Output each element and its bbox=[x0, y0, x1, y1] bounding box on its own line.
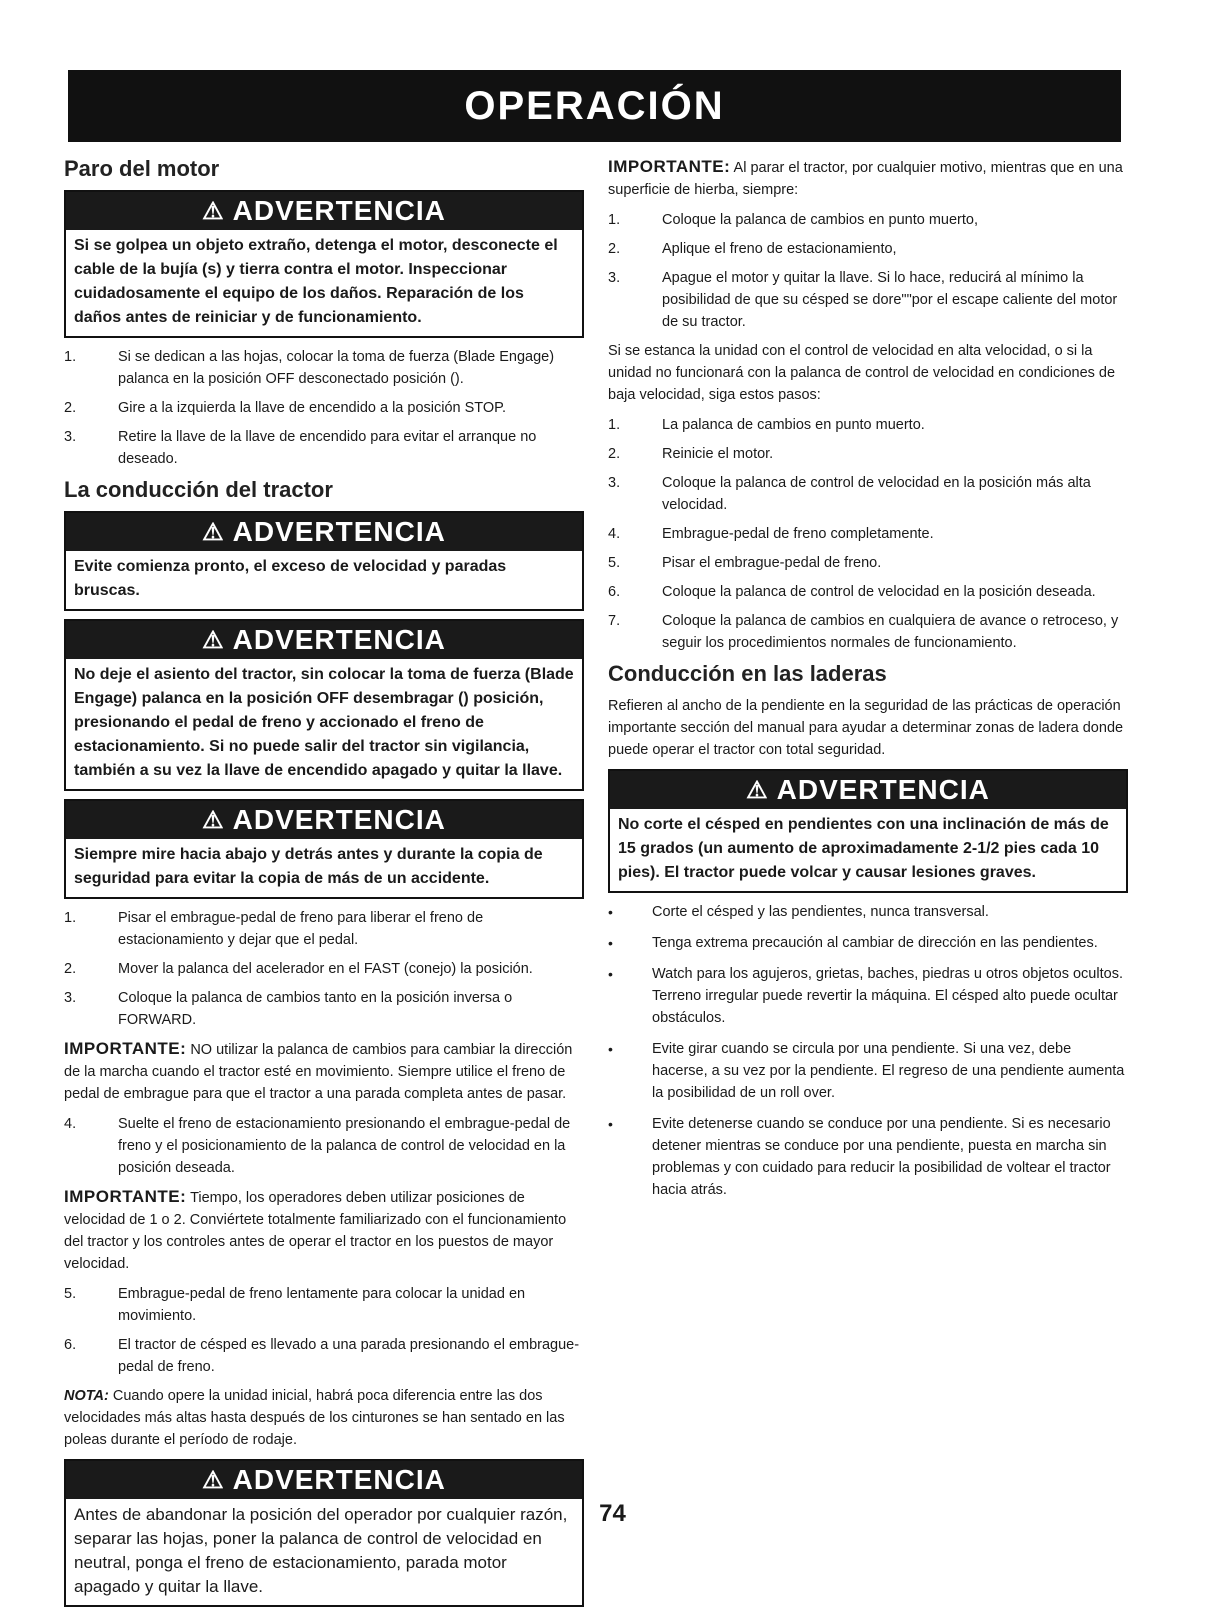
warning-title: ADVERTENCIA bbox=[232, 516, 446, 547]
warning-triangle-icon: ⚠ bbox=[746, 776, 769, 804]
list-item bbox=[64, 346, 584, 390]
step-text: Gire a la izquierda la llave de encendido a la posición STOP. bbox=[118, 400, 506, 416]
step-number: 7. bbox=[608, 613, 621, 629]
warning-text: Evite comienza pronto, el exceso de velocidad y paradas bruscas. bbox=[74, 558, 507, 599]
warning-title: ADVERTENCIA bbox=[776, 774, 990, 805]
step-number: 4. bbox=[64, 1116, 77, 1132]
stop-steps bbox=[608, 209, 1128, 333]
stall-steps bbox=[608, 414, 1128, 654]
warning-triangle-icon: ⚠ bbox=[202, 518, 225, 546]
step-text: Mover la palanca del acelerador en el FAST (conejo) la posición. bbox=[118, 961, 533, 977]
list-item bbox=[64, 958, 584, 980]
heading-laderas: Conducción en las laderas bbox=[608, 661, 887, 686]
step-text: Pisar el embrague-pedal de freno. bbox=[662, 555, 882, 571]
list-item bbox=[608, 1113, 1128, 1201]
bullet-text: Tenga extrema precaución al cambiar de dirección en las pendientes. bbox=[652, 935, 1098, 951]
list-item bbox=[608, 443, 1128, 465]
list-item bbox=[608, 267, 1128, 333]
warning-title: ADVERTENCIA bbox=[232, 804, 446, 835]
left-column bbox=[64, 152, 584, 1615]
warning-box bbox=[64, 799, 584, 899]
warning-header bbox=[66, 192, 582, 230]
bullet-icon: • bbox=[608, 935, 613, 951]
step-number: 1. bbox=[64, 349, 77, 365]
important-note bbox=[64, 1186, 584, 1275]
list-item bbox=[608, 472, 1128, 516]
slope-bullets bbox=[608, 901, 1128, 1201]
warning-triangle-icon: ⚠ bbox=[202, 1466, 225, 1494]
list-item bbox=[608, 209, 1128, 231]
list-item bbox=[64, 1283, 584, 1327]
step-text: Retire la llave de la llave de encendido para evitar el arranque no deseado. bbox=[118, 429, 537, 467]
bullet-icon: • bbox=[608, 1116, 613, 1132]
step-text: Suelte el freno de estacionamiento presionando el embrague-pedal de freno y el posicionamiento de la palanca de control de velocidad en la posición deseada. bbox=[118, 1116, 571, 1176]
step-number: 3. bbox=[608, 475, 621, 491]
warning-triangle-icon: ⚠ bbox=[202, 626, 225, 654]
step-text: Coloque la palanca de cambios en punto muerto, bbox=[662, 212, 978, 228]
section-banner bbox=[68, 70, 1121, 142]
step-text: Coloque la palanca de control de velocidad en la posición deseada. bbox=[662, 584, 1096, 600]
step-text: Coloque la palanca de cambios en cualquiera de avance o retroceso, y seguir los procedimientos normales de funcionamiento. bbox=[662, 613, 1119, 651]
warning-triangle-icon: ⚠ bbox=[202, 197, 225, 225]
warning-triangle-icon: ⚠ bbox=[202, 806, 225, 834]
important-text: NO utilizar la palanca de cambios para cambiar la dirección de la marcha cuando el tractor esté en movimiento. Siempre utilice el freno de pedal de embrague para que el tractor a una parada completa antes de pasar. bbox=[64, 1042, 573, 1102]
list-item bbox=[64, 397, 584, 419]
warning-title: ADVERTENCIA bbox=[232, 195, 446, 226]
warning-text: Antes de abandonar la posición del operador por cualquier razón, separar las hojas, poner la palanca de control de velocidad en neutral, ponga el freno de estacionamiento, parada motor apagado y quitar la llave. bbox=[74, 1505, 568, 1596]
warning-header bbox=[66, 513, 582, 551]
step-number: 5. bbox=[608, 555, 621, 571]
step-number: 6. bbox=[64, 1337, 77, 1353]
bullet-text: Corte el césped y las pendientes, nunca transversal. bbox=[652, 904, 989, 920]
list-item bbox=[608, 414, 1128, 436]
warning-text: Si se golpea un objeto extraño, detenga el motor, desconecte el cable de la bujía (s) y tierra contra el motor. Inspeccionar cuidadosamente el equipo de los daños. Reparación de los daños antes de reiniciar y de funcionamiento. bbox=[74, 237, 558, 326]
step-number: 1. bbox=[64, 910, 77, 926]
step-number: 2. bbox=[64, 961, 77, 977]
heading-conduccion: La conducción del tractor bbox=[64, 477, 333, 502]
list-item bbox=[608, 610, 1128, 654]
list-item bbox=[608, 238, 1128, 260]
list-item bbox=[608, 581, 1128, 603]
step-number: 1. bbox=[608, 417, 621, 433]
important-text: Al parar el tractor, por cualquier motivo, mientras que en una superficie de hierba, siempre: bbox=[608, 160, 1123, 198]
list-item bbox=[64, 426, 584, 470]
paragraph: Si se estanca la unidad con el control de velocidad en alta velocidad, o si la unidad no funcionará con la palanca de control de velocidad en condiciones de baja velocidad, siga estos pasos: bbox=[608, 343, 1116, 403]
warning-header bbox=[66, 801, 582, 839]
warning-title: ADVERTENCIA bbox=[232, 624, 446, 655]
list-item bbox=[608, 901, 1128, 923]
step-number: 2. bbox=[608, 241, 621, 257]
list-item bbox=[608, 1038, 1128, 1104]
warning-box bbox=[64, 619, 584, 791]
step-text: Coloque la palanca de cambios tanto en la posición inversa o FORWARD. bbox=[118, 990, 513, 1028]
bullet-icon: • bbox=[608, 904, 613, 920]
important-label: IMPORTANTE: bbox=[64, 1187, 187, 1206]
conduccion-steps bbox=[64, 907, 584, 1031]
warning-header bbox=[610, 771, 1126, 809]
bullet-icon: • bbox=[608, 966, 613, 982]
warning-text: Siempre mire hacia abajo y detrás antes y durante la copia de seguridad para evitar la copia de más de un accidente. bbox=[74, 846, 543, 887]
step-number: 3. bbox=[608, 270, 621, 286]
section-title: OPERACIÓN bbox=[464, 83, 725, 128]
bullet-icon: • bbox=[608, 1041, 613, 1057]
step-number: 4. bbox=[608, 526, 621, 542]
step-number: 2. bbox=[608, 446, 621, 462]
important-label: IMPORTANTE: bbox=[608, 157, 731, 176]
page-number: 74 bbox=[599, 1500, 626, 1527]
step-4-list bbox=[64, 1113, 584, 1179]
bullet-text: Evite girar cuando se circula por una pendiente. Si una vez, debe hacerse, a su vez por la pendiente. El regreso de una pendiente aumenta la posibilidad de un roll over. bbox=[652, 1041, 1125, 1101]
warning-header bbox=[66, 621, 582, 659]
nota-label: NOTA: bbox=[64, 1388, 109, 1404]
warning-box bbox=[64, 511, 584, 611]
step-number: 2. bbox=[64, 400, 77, 416]
nota bbox=[64, 1385, 584, 1451]
step-text: Embrague-pedal de freno completamente. bbox=[662, 526, 934, 542]
list-item bbox=[608, 552, 1128, 574]
list-item bbox=[64, 987, 584, 1031]
step-text: Reinicie el motor. bbox=[662, 446, 774, 462]
step-number: 6. bbox=[608, 584, 621, 600]
steps-5-6 bbox=[64, 1283, 584, 1378]
important-note bbox=[608, 156, 1128, 201]
bullet-text: Watch para los agujeros, grietas, baches, piedras u otros objetos ocultos. Terreno irregular puede revertir la máquina. El césped alto puede ocultar obstáculos. bbox=[652, 966, 1123, 1026]
list-item bbox=[608, 932, 1128, 954]
warning-text: No corte el césped en pendientes con una inclinación de más de 15 grados (un aumento de aproximadamente 2-1/2 pies cada 10 pies). El tractor puede volcar y causar lesiones graves. bbox=[618, 816, 1109, 881]
important-text: Tiempo, los operadores deben utilizar posiciones de velocidad de 1 o 2. Conviértete totalmente familiarizado con el funcionamiento del tractor y los controles antes de operar el tractor en los puestos de mayor velocidad. bbox=[64, 1190, 567, 1272]
step-number: 1. bbox=[608, 212, 621, 228]
step-text: La palanca de cambios en punto muerto. bbox=[662, 417, 925, 433]
warning-box bbox=[64, 190, 584, 338]
list-item bbox=[608, 523, 1128, 545]
warning-text: No deje el asiento del tractor, sin colocar la toma de fuerza (Blade Engage) palanca en la posición OFF desembragar () posición, presionando el pedal de freno y accionado el freno de estacionamiento. Si no puede salir del tractor sin vigilancia, también a su vez la llave de encendido apagado y quitar la llave. bbox=[74, 666, 574, 779]
step-number: 3. bbox=[64, 990, 77, 1006]
step-text: El tractor de césped es llevado a una parada presionando el embrague-pedal de freno. bbox=[118, 1337, 580, 1375]
right-column bbox=[608, 152, 1128, 1210]
heading-paro-motor: Paro del motor bbox=[64, 156, 220, 181]
step-text: Aplique el freno de estacionamiento, bbox=[662, 241, 897, 257]
nota-text: Cuando opere la unidad inicial, habrá poca diferencia entre las dos velocidades más altas hasta después de los cinturones se han sentado en las poleas durante el período de rodaje. bbox=[64, 1388, 565, 1448]
step-text: Apague el motor y quitar la llave. Si lo hace, reducirá al mínimo la posibilidad de que su césped se dore""por el escape caliente del motor de su tractor. bbox=[662, 270, 1118, 330]
step-number: 5. bbox=[64, 1286, 77, 1302]
step-text: Coloque la palanca de control de velocidad en la posición más alta velocidad. bbox=[662, 475, 1091, 513]
step-text: Pisar el embrague-pedal de freno para liberar el freno de estacionamiento y dejar que el pedal. bbox=[118, 910, 484, 948]
list-item bbox=[64, 1334, 584, 1378]
step-number: 3. bbox=[64, 429, 77, 445]
paro-steps bbox=[64, 346, 584, 470]
warning-header bbox=[66, 1461, 582, 1499]
important-note bbox=[64, 1038, 584, 1105]
bullet-text: Evite detenerse cuando se conduce por una pendiente. Si es necesario detener mientras se conduce por una pendiente, puesta en marcha sin problemas y con cuidado para reducir la posibilidad de voltear el tractor hacia atrás. bbox=[652, 1116, 1111, 1198]
warning-box bbox=[608, 769, 1128, 893]
paragraph: Refieren al ancho de la pendiente en la seguridad de las prácticas de operación importante sección del manual para ayudar a determinar zonas de ladera donde puede operar el tractor con total seguridad. bbox=[608, 698, 1124, 758]
important-label: IMPORTANTE: bbox=[64, 1039, 187, 1058]
step-text: Si se dedican a las hojas, colocar la toma de fuerza (Blade Engage) palanca en la posición OFF desconectado posición (). bbox=[118, 349, 555, 387]
list-item bbox=[608, 963, 1128, 1029]
list-item bbox=[64, 1113, 584, 1179]
list-item bbox=[64, 907, 584, 951]
warning-title: ADVERTENCIA bbox=[232, 1464, 446, 1495]
step-text: Embrague-pedal de freno lentamente para colocar la unidad en movimiento. bbox=[118, 1286, 526, 1324]
